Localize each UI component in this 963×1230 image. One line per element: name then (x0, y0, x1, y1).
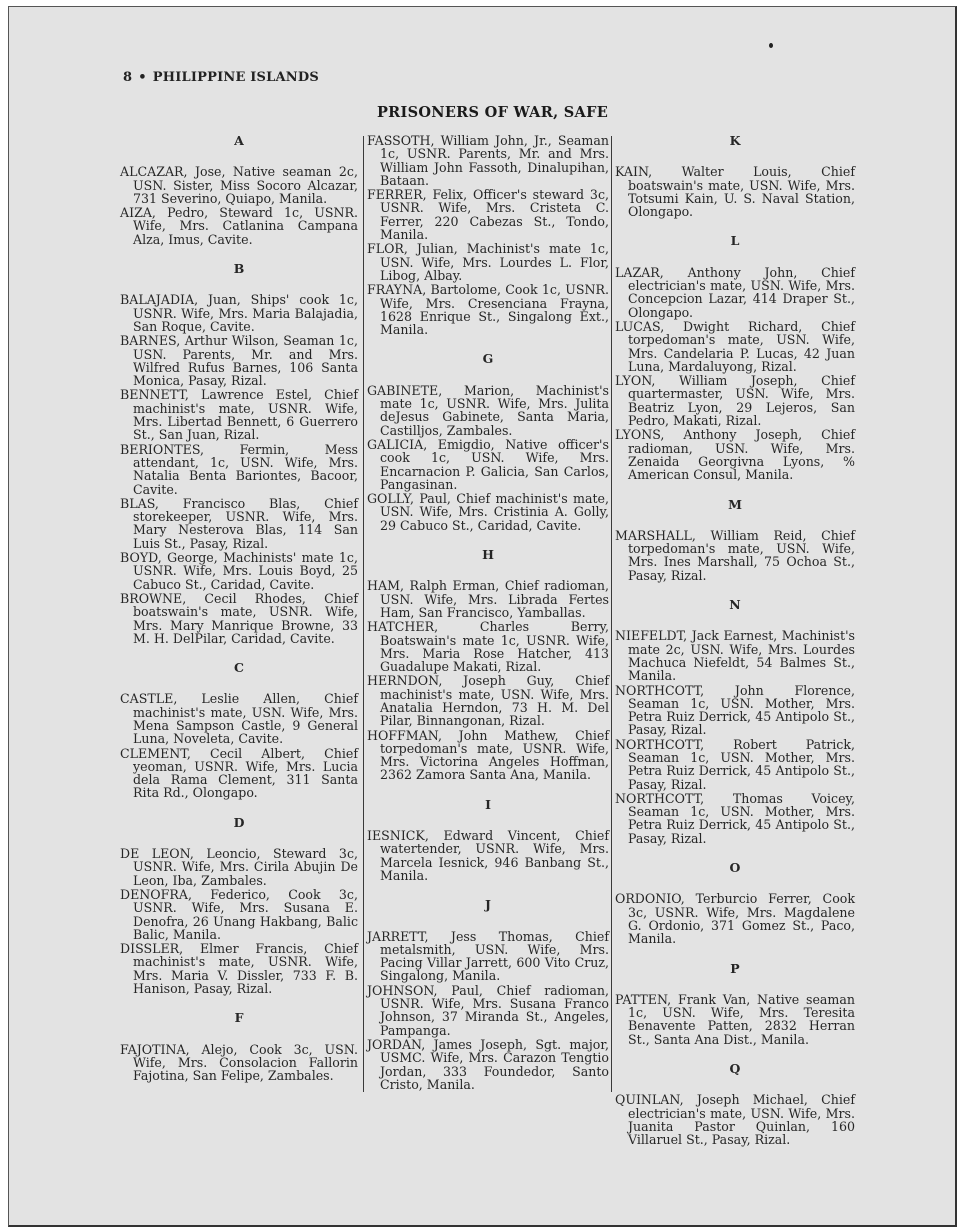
entry-surname: JARRETT, (367, 928, 429, 944)
roster-entry (120, 388, 358, 441)
entry-details: Jess Thomas, Chief metalsmith, USN. Wife, Mrs. Pacing Villar Jarrett, 600 Vito Cruz, Singalong, Manila. (380, 928, 609, 984)
entry-surname: AIZA, (120, 205, 156, 221)
section-letter: Q (729, 1061, 741, 1077)
roster-section (615, 861, 855, 945)
roster-entry (615, 320, 855, 373)
section-letter: K (729, 133, 741, 148)
roster-entry (367, 134, 609, 187)
section-letter: B (233, 261, 245, 277)
roster-entry (615, 1093, 855, 1146)
entry-surname: LUCAS, (615, 318, 665, 334)
entry-details: George, Machinists' mate 1c, USNR. Wife, Mrs. Louis Boyd, 25 Cabuco St., Caridad, Cavite. (133, 550, 358, 592)
entry-details: Paul, Chief machinist's mate, USN. Wife, Mrs. Cristinia A. Golly, 29 Cabuco St., Caridad, Cavite. (380, 491, 609, 533)
entry-surname: NORTHCOTT, (615, 790, 705, 806)
entry-details: Ralph Erman, Chief radioman, USN. Wife, Mrs. Librada Fertes Ham, San Francisco, Yamballas. (380, 578, 609, 620)
roster-entry (120, 334, 358, 387)
section-letter: H (482, 547, 494, 563)
roster-entry (367, 984, 609, 1037)
roster-entry (367, 242, 609, 282)
roster-section (615, 498, 855, 582)
entry-surname: HERNDON, (367, 673, 443, 689)
speck-mark (769, 43, 773, 48)
entry-surname: NORTHCOTT, (615, 736, 705, 752)
roster-section (120, 816, 358, 996)
roster-entry (120, 165, 358, 205)
entry-surname: FAJOTINA, (120, 1041, 190, 1057)
entry-details: Julian, Machinist's mate 1c, USN. Wife, Mrs. Lourdes L. Flor, Libog, Albay. (380, 241, 609, 283)
entry-surname: HOFFMAN, (367, 727, 442, 743)
entry-surname: GALICIA, (367, 436, 428, 452)
entry-details: William Reid, Chief torpedoman's mate, USN. Wife, Mrs. Ines Marshall, 75 Ochoa St., Pasay, Rizal. (628, 527, 855, 583)
roster-entry (615, 266, 855, 319)
entry-surname: BLAS, (120, 495, 159, 511)
entry-surname: JOHNSON, (367, 982, 438, 998)
roster-section (615, 234, 855, 481)
entry-details: William John, Jr., Seaman 1c, USNR. Parents, Mr. and Mrs. William John Fassoth, Dinalupihan, Bataan. (380, 133, 609, 188)
entry-details: Walter Louis, Chief boatswain's mate, USN. Wife, Mrs. Totsumi Kain, U. S. Naval Station, Olongapo. (628, 164, 855, 220)
section-letter: A (234, 133, 244, 148)
roster-entry (615, 374, 855, 427)
entry-surname: DE LEON, (120, 846, 194, 862)
roster-entry (615, 892, 855, 945)
roster-entry (367, 620, 609, 673)
roster-entry (367, 829, 609, 882)
entry-surname: BALAJADIA, (120, 292, 199, 308)
roster-entry (367, 438, 609, 491)
roster-entry (120, 497, 358, 550)
entry-surname: GOLLY, (367, 491, 414, 507)
entry-details: Lawrence Estel, Chief machinist's mate, USNR. Wife, Mrs. Libertad Bennett, 6 Guerrero St., San Juan, Rizal. (133, 387, 358, 443)
entry-surname: DENOFRA, (120, 886, 192, 902)
roster-entry (615, 684, 855, 737)
roster-entry (120, 942, 358, 995)
roster-entry (615, 993, 855, 1046)
roster-section (367, 898, 609, 1091)
column-divider (611, 136, 612, 1092)
entry-surname: NIEFELDT, (615, 628, 688, 644)
roster-entry (615, 629, 855, 682)
roster-entry (367, 384, 609, 437)
entry-surname: FERRER, (367, 187, 427, 203)
roster-entry (367, 729, 609, 782)
entry-details: Paul, Chief radioman, USNR. Wife, Mrs. Susana Franco Johnson, 37 Miranda St., Angeles, Pampanga. (380, 982, 609, 1038)
column-2 (367, 134, 609, 1107)
roster-entry (120, 747, 358, 800)
section-letter: G (482, 351, 494, 367)
header-bullet: • (138, 70, 147, 85)
entry-surname: LYON, (615, 373, 656, 389)
entry-details: Anthony John, Chief electrician's mate, USN. Wife, Mrs. Concepcion Lazar, 414 Draper St., Olongapo. (628, 264, 855, 320)
entry-details: Cecil Albert, Chief yeoman, USNR. Wife, Mrs. Lucia dela Rama Clement, 311 Santa Rita Rd., Olongapo. (133, 745, 358, 801)
entry-surname: ALCAZAR, (120, 164, 188, 180)
entry-details: Edward Vincent, Chief watertender, USNR. Wife, Mrs. Marcela Iesnick, 946 Banbang St., Manila. (380, 828, 609, 883)
roster-entry (615, 792, 855, 845)
section-letter: F (234, 1010, 244, 1026)
entry-details: William Joseph, Chief quartermaster, USN. Wife, Mrs. Beatriz Lyon, 29 Lejeros, San Pedro, Makati, Rizal. (628, 373, 855, 429)
entry-surname: FLOR, (367, 241, 408, 257)
entry-surname: GABINETE, (367, 382, 443, 398)
roster-entry (367, 579, 609, 619)
column-3 (615, 134, 855, 1163)
roster-entry (367, 674, 609, 727)
entry-surname: FRAYNA, (367, 282, 427, 298)
column-1 (120, 134, 358, 1099)
entry-details: Thomas Voicey, Seaman 1c, USN. Mother, Mrs. Petra Ruiz Derrick, 45 Antipolo St., Pasay, Rizal. (628, 790, 855, 846)
entry-surname: ORDONIO, (615, 891, 685, 907)
entry-surname: IESNICK, (367, 828, 429, 844)
section-letter: D (233, 814, 245, 830)
roster-entry (367, 283, 609, 336)
entry-details: Charles Berry, Boatswain's mate 1c, USNR. Wife, Mrs. Maria Rose Hatcher, 413 Guadalupe Makati, Rizal. (380, 619, 609, 675)
roster-entry (615, 428, 855, 481)
roster-section (367, 352, 609, 532)
roster-entry (367, 492, 609, 532)
roster-entry (615, 529, 855, 582)
roster-section (120, 134, 358, 246)
section-letter: L (730, 233, 740, 249)
roster-entry (120, 443, 358, 496)
entry-details: Cecil Rhodes, Chief boatswain's mate, USNR. Wife, Mrs. Mary Manrique Browne, 33 M. H. DelPilar, Caridad, Cavite. (133, 590, 358, 646)
entry-surname: BERIONTES, (120, 441, 205, 457)
entry-surname: KAIN, (615, 164, 653, 180)
entry-surname: HAM, (367, 578, 404, 594)
roster-section (120, 661, 358, 800)
entry-surname: BROWNE, (120, 590, 187, 606)
roster-section (120, 1011, 358, 1082)
running-title: PHILIPPINE ISLANDS (152, 70, 319, 85)
roster-entry (120, 888, 358, 941)
entry-surname: BENNETT, (120, 387, 189, 403)
page-number: 8 (123, 70, 133, 85)
entry-details: Leslie Allen, Chief machinist's mate, USN. Wife, Mrs. Mena Sampson Castle, 9 General Luna, Noveleta, Cavite. (133, 691, 358, 747)
section-letter: N (729, 597, 741, 613)
roster-section (615, 134, 855, 218)
entry-details: Emigdio, Native officer's cook 1c, USN. Wife, Mrs. Encarnacion P. Galicia, San Carlos, Pangasinan. (380, 436, 609, 492)
entry-surname: CASTLE, (120, 691, 178, 707)
entry-details: Frank Van, Native seaman 1c, USN. Wife, Mrs. Teresita Benavente Patten, 2832 Herran St., Santa Ana Dist., Manila. (628, 991, 855, 1047)
section-letter: O (729, 860, 741, 876)
roster-entry (367, 1038, 609, 1091)
roster-section (367, 548, 609, 782)
roster-entry (615, 738, 855, 791)
roster-section (615, 1062, 855, 1146)
entry-details: Jack Earnest, Machinist's mate 2c, USN. Wife, Mrs. Lourdes Machuca Niefeldt, 54 Balmes St., Manila. (628, 628, 855, 684)
entry-details: Pedro, Steward 1c, USNR. Wife, Mrs. Catlanina Campana Alza, Imus, Cavite. (133, 205, 358, 247)
roster-entry (615, 165, 855, 218)
section-letter: C (234, 660, 244, 676)
entry-details: Dwight Richard, Chief torpedoman's mate, USN. Wife, Mrs. Candelaria P. Lucas, 42 Juan Luna, Mardaluyong, Rizal. (628, 318, 855, 374)
roster-section (367, 134, 609, 336)
section-letter: I (485, 796, 491, 812)
entry-details: John Mathew, Chief torpedoman's mate, USNR. Wife, Mrs. Victorina Angeles Hoffman, 2362 Zamora Santa Ana, Manila. (380, 727, 609, 783)
entry-details: Fermin, Mess attendant, 1c, USN. Wife, Mrs. Natalia Benta Bariontes, Bacoor, Cavite. (133, 441, 358, 497)
roster-entry (120, 551, 358, 591)
entry-details: James Joseph, Sgt. major, USMC. Wife, Mrs. Carazon Tengtio Jordan, 333 Foundedor, Santo Cristo, Manila. (380, 1036, 609, 1092)
entry-details: Federico, Cook 3c, USNR. Wife, Mrs. Susana E. Denofra, 26 Unang Hakbang, Balic Balic, Manila. (133, 886, 358, 942)
entry-details: Juan, Ships' cook 1c, USNR. Wife, Mrs. Maria Balajadia, San Roque, Cavite. (133, 292, 358, 334)
entry-details: Bartolome, Cook 1c, USNR. Wife, Mrs. Cresenciana Frayna, 1628 Enrique St., Singalong Ext., Manila. (380, 282, 609, 338)
page-header (123, 70, 319, 85)
roster-entry (367, 930, 609, 983)
entry-surname: BOYD, (120, 550, 162, 566)
entry-surname: CLEMENT, (120, 745, 191, 761)
roster-section (615, 962, 855, 1046)
entry-surname: LYONS, (615, 427, 665, 443)
entry-surname: BARNES, (120, 333, 181, 349)
entry-surname: JORDAN, (367, 1036, 426, 1052)
entry-details: Jose, Native seaman 2c, USN. Sister, Miss Socoro Alcazar, 731 Severino, Quiapo, Manila. (133, 164, 358, 206)
entry-surname: DISSLER, (120, 941, 184, 957)
roster-entry (120, 293, 358, 333)
roster-section (120, 262, 358, 645)
roster-entry (120, 847, 358, 887)
column-divider (363, 136, 364, 1092)
entry-details: Felix, Officer's steward 3c, USNR. Wife, Mrs. Cristeta C. Ferrer, 220 Cabezas St., Tondo, Manila. (380, 187, 609, 243)
roster-entry (367, 188, 609, 241)
entry-details: Terburcio Ferrer, Cook 3c, USNR. Wife, Mrs. Magdalene G. Ordonio, 371 Gomez St., Paco, Manila. (628, 891, 855, 947)
entry-surname: MARSHALL, (615, 527, 696, 543)
entry-surname: NORTHCOTT, (615, 682, 705, 698)
entry-details: Robert Patrick, Seaman 1c, USN. Mother, Mrs. Petra Ruiz Derrick, 45 Antipolo St., Pasay, Rizal. (628, 736, 855, 792)
roster-entry (120, 1043, 358, 1083)
entry-details: Marion, Machinist's mate 1c, USNR. Wife, Mrs. Julita deJesus Gabinete, Santa Maria, Castilljos, Zambales. (380, 382, 609, 438)
entry-surname: QUINLAN, (615, 1092, 684, 1108)
section-letter: J (485, 897, 491, 913)
page-title: PRISONERS OF WAR, SAFE (376, 104, 609, 121)
entry-details: Anthony Joseph, Chief radioman, USN. Wife, Mrs. Zenaida Georgivna Lyons, % American Consul, Manila. (628, 427, 855, 483)
entry-details: Joseph Guy, Chief machinist's mate, USN. Wife, Mrs. Anatalia Herndon, 73 H. M. Del Pilar, Binnangonan, Rizal. (380, 673, 609, 729)
roster-section (367, 798, 609, 882)
entry-details: Alejo, Cook 3c, USN. Wife, Mrs. Consolacion Fallorin Fajotina, San Felipe, Zambales. (133, 1041, 358, 1084)
section-letter: P (730, 960, 740, 976)
section-letter: M (728, 496, 742, 512)
entry-details: Joseph Michael, Chief electrician's mate, USN. Wife, Mrs. Juanita Pastor Quinlan, 160 Villaruel St., Pasay, Rizal. (628, 1092, 855, 1148)
entry-details: Leoncio, Steward 3c, USNR. Wife, Mrs. Cirila Abujin De Leon, Iba, Zambales. (133, 846, 358, 888)
entry-surname: PATTEN, (615, 991, 672, 1007)
entry-details: Francisco Blas, Chief storekeeper, USNR. Wife, Mrs. Mary Nesterova Blas, 114 San Luis St., Pasay, Rizal. (133, 495, 358, 551)
roster-section (615, 598, 855, 845)
entry-surname: HATCHER, (367, 619, 439, 635)
roster-entry (120, 692, 358, 745)
entry-surname: FASSOTH, (367, 133, 435, 148)
entry-surname: LAZAR, (615, 264, 664, 280)
entry-details: Arthur Wilson, Seaman 1c, USN. Parents, Mr. and Mrs. Wilfred Rufus Barnes, 106 Santa Monica, Pasay, Rizal. (133, 333, 358, 389)
roster-entry (120, 206, 358, 246)
roster-entry (120, 592, 358, 645)
entry-details: Elmer Francis, Chief machinist's mate, USNR. Wife, Mrs. Maria V. Dissler, 733 F. B. Hanison, Pasay, Rizal. (133, 941, 358, 997)
entry-details: John Florence, Seaman 1c, USN. Mother, Mrs. Petra Ruiz Derrick, 45 Antipolo St., Pasay, Rizal. (628, 682, 855, 738)
